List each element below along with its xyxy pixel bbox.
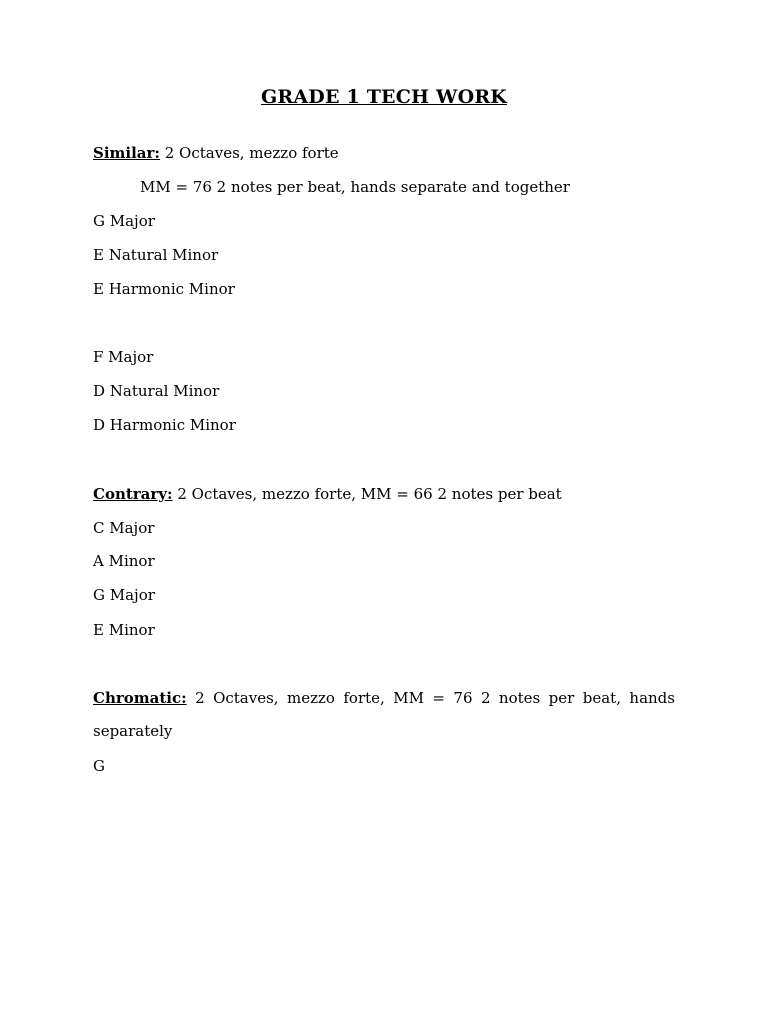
scale-item: G Major [93, 212, 155, 230]
scale-item: A Minor [93, 552, 155, 570]
contrary-description: 2 Octaves, mezzo forte, MM = 66 2 notes per beat [172, 485, 562, 503]
page-title: GRADE 1 TECH WORK [260, 86, 508, 108]
similar-tempo: MM = 76 2 notes per beat, hands separate and together [140, 178, 570, 196]
contrary-label: Contrary: [93, 485, 173, 503]
chromatic-heading-line [93, 688, 675, 708]
similar-description: 2 Octaves, mezzo forte [159, 144, 339, 162]
chromatic-description-continued: separately [93, 722, 173, 740]
scale-item: G Major [93, 586, 155, 604]
scale-item: F Major [93, 348, 154, 366]
scale-item: E Harmonic Minor [93, 280, 235, 298]
similar-label: Similar: [93, 144, 160, 162]
similar-heading-line [93, 143, 339, 163]
contrary-heading-line [93, 484, 562, 504]
scale-item: E Minor [93, 621, 155, 639]
scale-item: C Major [93, 519, 155, 537]
scale-item: G [93, 757, 105, 775]
chromatic-label: Chromatic: [93, 689, 187, 707]
chromatic-description: 2 Octaves, mezzo forte, MM = 76 2 notes per beat, hands [186, 689, 675, 707]
scale-item: E Natural Minor [93, 246, 219, 264]
scale-item: D Harmonic Minor [93, 416, 236, 434]
scale-item: D Natural Minor [93, 382, 220, 400]
